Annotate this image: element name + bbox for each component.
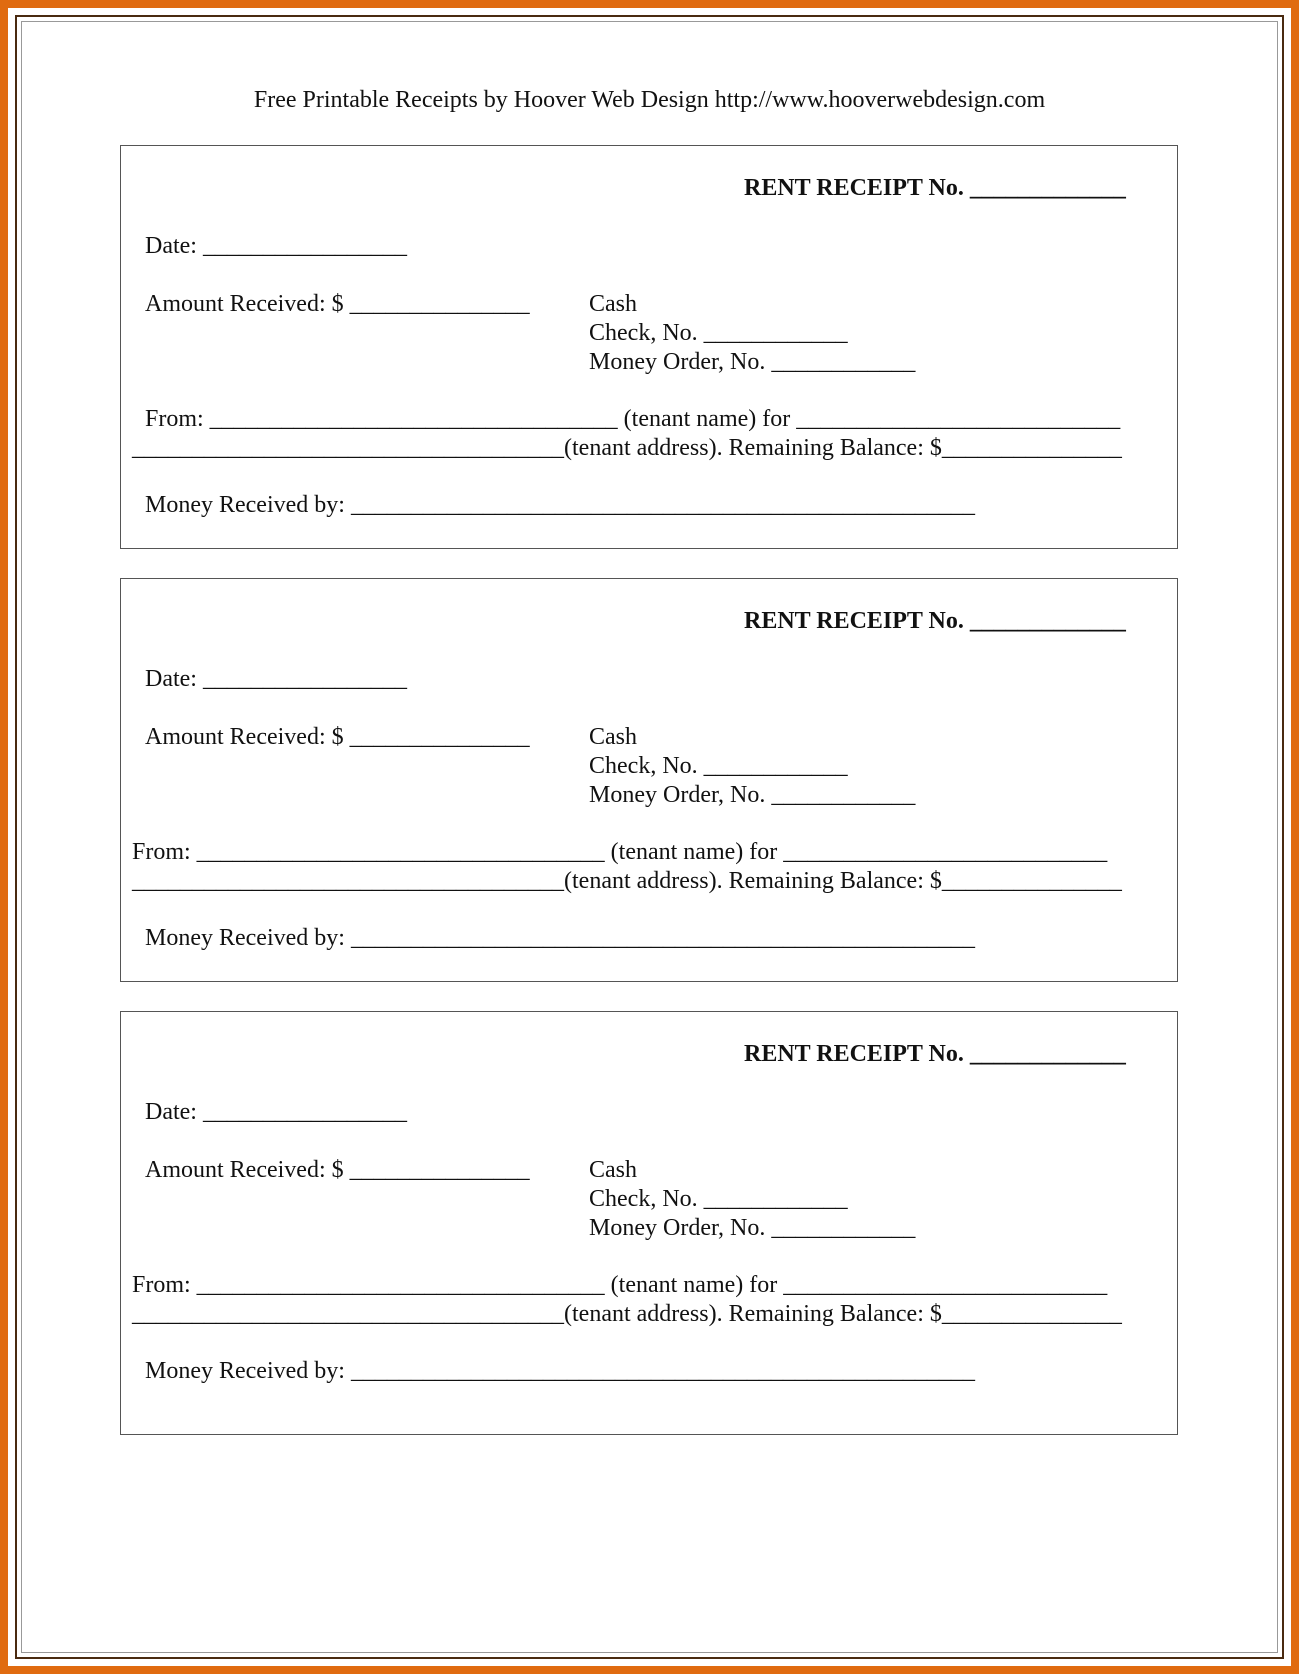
amount-received-field: Amount Received: $ _______________ bbox=[145, 1157, 530, 1183]
receipt-title: RENT RECEIPT No. _____________ bbox=[744, 1041, 1126, 1067]
amount-received-field: Amount Received: $ _______________ bbox=[145, 291, 530, 317]
payment-check-option: Check, No. ____________ bbox=[589, 753, 848, 779]
money-received-by-line: Money Received by: ____________________________________________________ bbox=[145, 492, 975, 518]
receipt-title: RENT RECEIPT No. _____________ bbox=[744, 608, 1126, 634]
tenant-address-line: ____________________________________(tenant address). Remaining Balance: $_______________ bbox=[132, 868, 1122, 894]
from-tenant-line: From: __________________________________ (tenant name) for ___________________________ bbox=[132, 1272, 1108, 1298]
payment-money-order-option: Money Order, No. ____________ bbox=[589, 349, 916, 375]
from-tenant-line: From: __________________________________ (tenant name) for ___________________________ bbox=[132, 839, 1108, 865]
page-header: Free Printable Receipts by Hoover Web Design http://www.hooverwebdesign.com bbox=[253, 87, 1046, 113]
tenant-address-line: ____________________________________(tenant address). Remaining Balance: $_______________ bbox=[132, 1301, 1122, 1327]
money-received-by-line: Money Received by: ____________________________________________________ bbox=[145, 925, 975, 951]
receipt-title: RENT RECEIPT No. _____________ bbox=[744, 175, 1126, 201]
payment-money-order-option: Money Order, No. ____________ bbox=[589, 782, 916, 808]
money-received-by-line: Money Received by: ____________________________________________________ bbox=[145, 1358, 975, 1384]
from-tenant-line: From: __________________________________ (tenant name) for ___________________________ bbox=[145, 406, 1121, 432]
payment-cash-option: Cash bbox=[589, 1157, 637, 1183]
rent-receipt-3 bbox=[120, 1011, 1178, 1435]
date-field: Date: _________________ bbox=[145, 1099, 407, 1125]
date-field: Date: _________________ bbox=[145, 233, 407, 259]
payment-check-option: Check, No. ____________ bbox=[589, 1186, 848, 1212]
payment-cash-option: Cash bbox=[589, 724, 637, 750]
date-field: Date: _________________ bbox=[145, 666, 407, 692]
payment-money-order-option: Money Order, No. ____________ bbox=[589, 1215, 916, 1241]
payment-cash-option: Cash bbox=[589, 291, 637, 317]
rent-receipt-1 bbox=[120, 145, 1178, 549]
tenant-address-line: ____________________________________(tenant address). Remaining Balance: $_______________ bbox=[132, 435, 1122, 461]
payment-check-option: Check, No. ____________ bbox=[589, 320, 848, 346]
amount-received-field: Amount Received: $ _______________ bbox=[145, 724, 530, 750]
rent-receipt-2 bbox=[120, 578, 1178, 982]
